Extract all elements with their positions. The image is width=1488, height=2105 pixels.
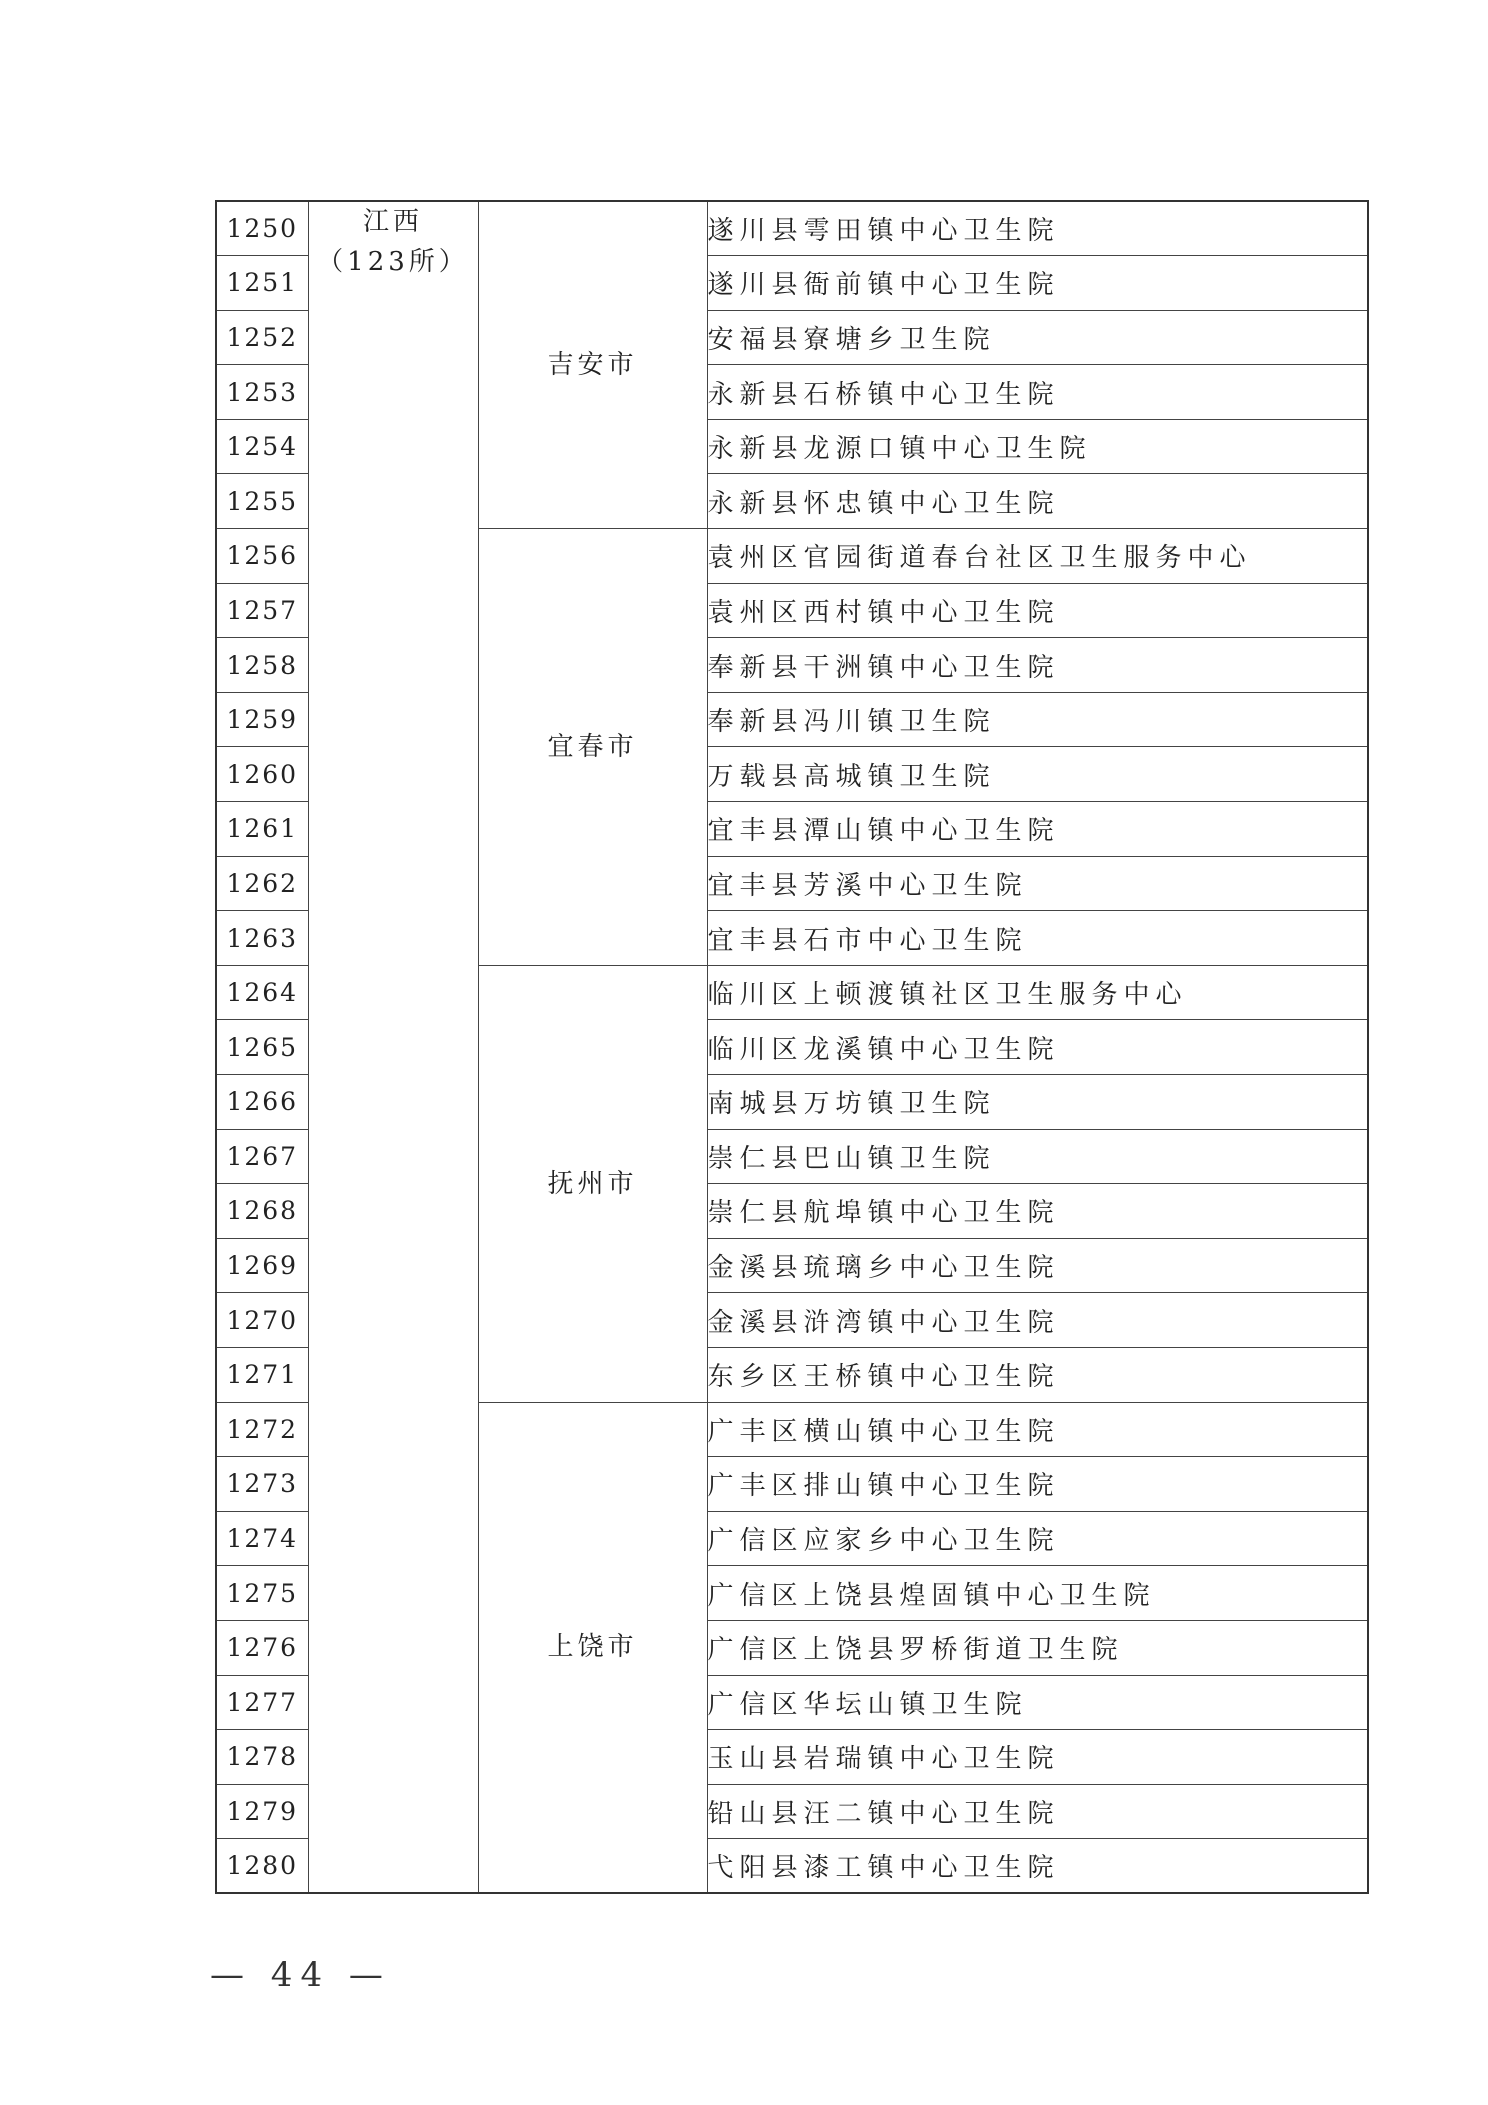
institution-name-cell: 宜丰县芳溪中心卫生院 xyxy=(707,856,1368,911)
serial-number-cell: 1269 xyxy=(216,1238,308,1293)
institution-name-cell: 永新县石桥镇中心卫生院 xyxy=(707,365,1368,420)
serial-number-cell: 1263 xyxy=(216,911,308,966)
serial-number-cell: 1254 xyxy=(216,419,308,474)
institution-name-cell: 广信区应家乡中心卫生院 xyxy=(707,1511,1368,1566)
institution-name-cell: 安福县寮塘乡卫生院 xyxy=(707,310,1368,365)
serial-number-cell: 1267 xyxy=(216,1129,308,1184)
institution-name-cell: 临川区上顿渡镇社区卫生服务中心 xyxy=(707,965,1368,1020)
serial-number-cell: 1273 xyxy=(216,1457,308,1512)
institution-name-cell: 广信区上饶县煌固镇中心卫生院 xyxy=(707,1566,1368,1621)
institution-name-cell: 遂川县雩田镇中心卫生院 xyxy=(707,201,1368,256)
serial-number-cell: 1280 xyxy=(216,1839,308,1894)
serial-number-cell: 1265 xyxy=(216,1020,308,1075)
city-cell: 上饶市 xyxy=(478,1402,707,1893)
serial-number-cell: 1250 xyxy=(216,201,308,256)
serial-number-cell: 1257 xyxy=(216,583,308,638)
serial-number-cell: 1274 xyxy=(216,1511,308,1566)
institution-name-cell: 弋阳县漆工镇中心卫生院 xyxy=(707,1839,1368,1894)
institution-name-cell: 袁州区官园街道春台社区卫生服务中心 xyxy=(707,529,1368,584)
serial-number-cell: 1268 xyxy=(216,1184,308,1239)
serial-number-cell: 1271 xyxy=(216,1347,308,1402)
serial-number-cell: 1279 xyxy=(216,1784,308,1839)
institution-name-cell: 万载县高城镇卫生院 xyxy=(707,747,1368,802)
city-cell: 吉安市 xyxy=(478,201,707,529)
institution-name-cell: 玉山县岩瑞镇中心卫生院 xyxy=(707,1730,1368,1785)
serial-number-cell: 1258 xyxy=(216,638,308,693)
institution-name-cell: 袁州区西村镇中心卫生院 xyxy=(707,583,1368,638)
serial-number-cell: 1276 xyxy=(216,1620,308,1675)
serial-number-cell: 1252 xyxy=(216,310,308,365)
serial-number-cell: 1251 xyxy=(216,256,308,311)
institution-name-cell: 奉新县冯川镇卫生院 xyxy=(707,692,1368,747)
institution-name-cell: 铅山县汪二镇中心卫生院 xyxy=(707,1784,1368,1839)
institution-name-cell: 宜丰县石市中心卫生院 xyxy=(707,911,1368,966)
institution-name-cell: 崇仁县巴山镇卫生院 xyxy=(707,1129,1368,1184)
institution-name-cell: 临川区龙溪镇中心卫生院 xyxy=(707,1020,1368,1075)
institution-name-cell: 广丰区横山镇中心卫生院 xyxy=(707,1402,1368,1457)
serial-number-cell: 1277 xyxy=(216,1675,308,1730)
institution-name-cell: 东乡区王桥镇中心卫生院 xyxy=(707,1347,1368,1402)
page-number: — 44 — xyxy=(210,1955,391,1995)
province-name: 江西 xyxy=(362,207,423,237)
serial-number-cell: 1262 xyxy=(216,856,308,911)
serial-number-cell: 1256 xyxy=(216,529,308,584)
institution-name-cell: 金溪县浒湾镇中心卫生院 xyxy=(707,1293,1368,1348)
province-cell xyxy=(308,201,478,1893)
serial-number-cell: 1253 xyxy=(216,365,308,420)
serial-number-cell: 1255 xyxy=(216,474,308,529)
serial-number-cell: 1259 xyxy=(216,692,308,747)
institution-name-cell: 永新县怀忠镇中心卫生院 xyxy=(707,474,1368,529)
institution-name-cell: 奉新县干洲镇中心卫生院 xyxy=(707,638,1368,693)
province-count: （123所） xyxy=(317,247,469,278)
serial-number-cell: 1270 xyxy=(216,1293,308,1348)
institution-name-cell: 广信区上饶县罗桥街道卫生院 xyxy=(707,1620,1368,1675)
institution-name-cell: 广丰区排山镇中心卫生院 xyxy=(707,1457,1368,1512)
hospital-list-table xyxy=(215,200,1369,1894)
serial-number-cell: 1278 xyxy=(216,1730,308,1785)
institution-name-cell: 遂川县衙前镇中心卫生院 xyxy=(707,256,1368,311)
table-body xyxy=(216,201,1368,1893)
serial-number-cell: 1272 xyxy=(216,1402,308,1457)
institution-name-cell: 金溪县琉璃乡中心卫生院 xyxy=(707,1238,1368,1293)
institution-name-cell: 南城县万坊镇卫生院 xyxy=(707,1075,1368,1130)
serial-number-cell: 1264 xyxy=(216,965,308,1020)
institution-name-cell: 宜丰县潭山镇中心卫生院 xyxy=(707,802,1368,857)
city-cell: 抚州市 xyxy=(478,965,707,1402)
city-cell: 宜春市 xyxy=(478,529,707,966)
institution-name-cell: 永新县龙源口镇中心卫生院 xyxy=(707,419,1368,474)
institution-name-cell: 广信区华坛山镇卫生院 xyxy=(707,1675,1368,1730)
serial-number-cell: 1266 xyxy=(216,1075,308,1130)
serial-number-cell: 1275 xyxy=(216,1566,308,1621)
serial-number-cell: 1261 xyxy=(216,802,308,857)
serial-number-cell: 1260 xyxy=(216,747,308,802)
table-row xyxy=(216,201,1368,256)
institution-name-cell: 崇仁县航埠镇中心卫生院 xyxy=(707,1184,1368,1239)
